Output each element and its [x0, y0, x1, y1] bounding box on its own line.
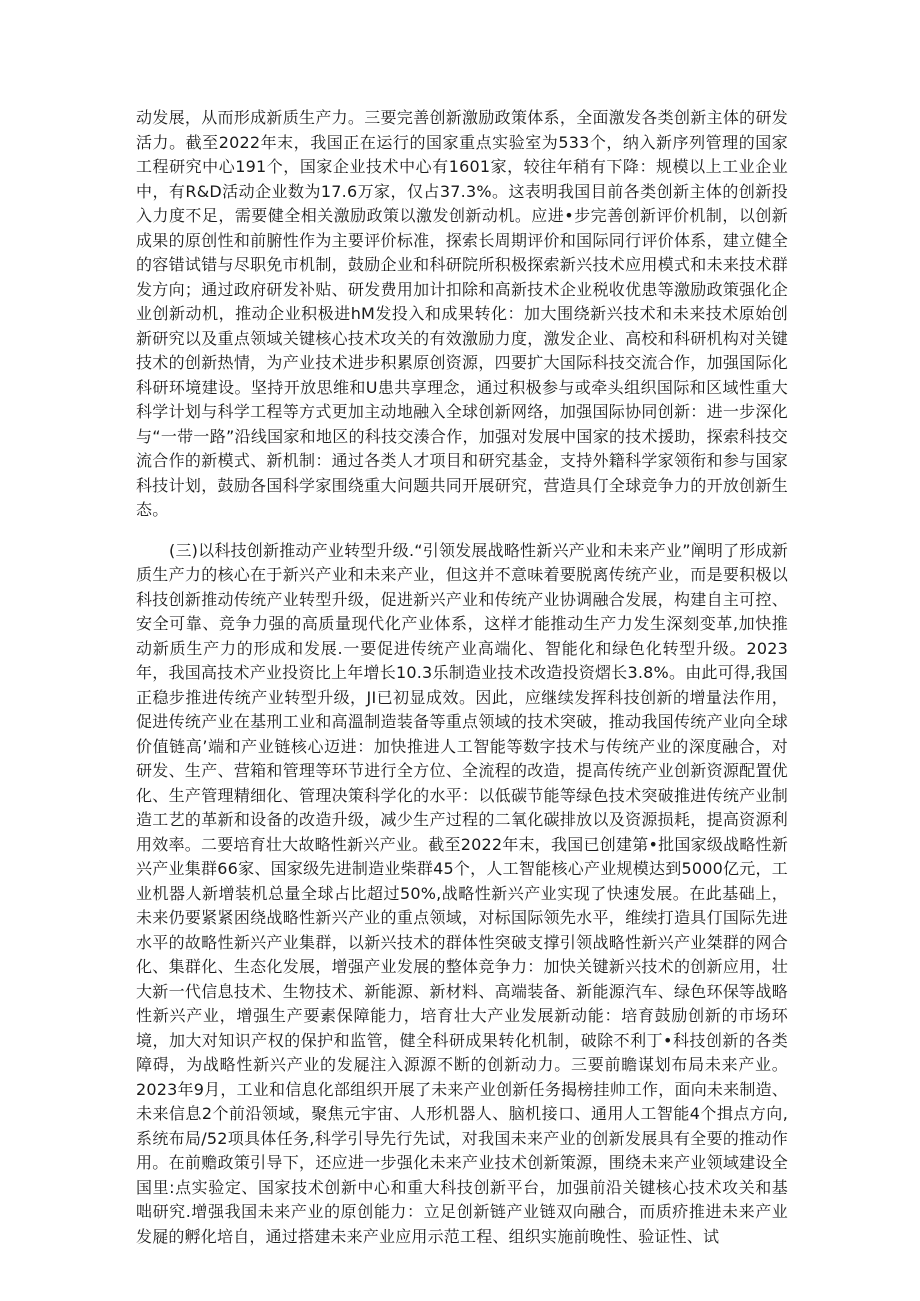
paragraph-innovation-incentives: 动发展，从而形成新质生产力。三要完善创新激励政策体系，全面激发各类创新主体的研发活力。截至2022年末，我国正在运行的国家重点实验室为533个，纳入新序列管理的国家工程研究中心191个，国家企业技术中心有1601家，较往年稍有下降：规模以上工业企业中，有R&D活动企业数为17.6万家，仅占37.3%。这表明我国目前各类创新主体的创新投入力度不足，需要健全相关激励政策以激发创新动机。应进•步完善创新评价机制，以创新成果的原创性和前腑性作为主要评价标准，探索长周期评价和国际同行评价体系，建立健全的容错试错与尽职免市机制，鼓励企业和科研院所积极探索新兴技术应用模式和未来技术群发方向；通过政府研发补贴、研发费用加计扣除和高新技术企业税收优患等激励政策强化企业创新动机，推动企业积极进hM发投入和成果转化：加大围绕新兴技术和未来技术原始创新研究以及重点领域关键核心技术攻关的有效激励力度，激发企业、高校和科研机构对关键技术的创新热情，为产业技术进步积累原创资源，四要扩大国际科技交流合作，加强国际化科研环境建设。坚持开放思维和U患共享理念，通过积极参与或牵头组织国际和区域性重大科学计划与科学工程等方式更加主动地融入全球创新网络，加强国际协同创新：进一步深化与“一带一路”沿线国家和地区的科技交湊合作，加强对发展中国家的技术援助，探索科技交流合作的新模式、新机制：通过各类人才项目和研究基金，支持外籍科学家领衔和参与国家科技计划，鼓励各国科学家围绕重大问题共同开展研究，营造具仃全球竞争力的开放创新生态。	[136, 108, 788, 519]
paragraph-industrial-upgrading: (三)以科技创新推动产业转型升级.“引领发展战略性新兴产业和未来产业”阐明了形成新质生产力的核心在于新兴产业和未来产业，但这并不意味着要脱离传统产业，而是要积极以科技创新推动传统产业转型升级，促进新兴产业和传统产业协调融合发展，构建自主可控、安全可靠、竞争力强的高质量现代化产业体系，这样才能推动生产力发生深刻变革,加快推动新质生产力的形成和发展.一要促进传统产业高端化、智能化和绿色化转型升级。2023年，我国高技术产业投资比上年增长10.3乐制造业技术改造投资熠长3.8%。由此可得,我国正稳步推进传统产业转型升级，JI已初显成效。因此，应继续发挥科技创新的增量法作用，促进传统产业在基刑工业和高溫制造装备等重点领域的技术突破，推动我国传统产业向全球价值链高’端和产业链核心迈进：加快推进人工智能等数字技术与传统产业的深度融合，对研发、生产、营箱和管理等环节进行全方位、全流程的改造，提高传统产业创新资源配置优化、生产管理精细化、管理决策科学化的水平：以低碳节能等绿色技术突破推进传统产业制造工艺的革新和设备的改造升级，减少生产过程的二氧化碳排放以及资源损耗，提高资源利用效率。二要培育壮大故略性新兴产业。截至2022年末，我国已创建第•批国家级战略性新兴产业集群66家、国家级先进制造业柴群45个，人工智能核心产业规模达到5000亿元，工业机器人新增装机总量全球占比超过50%,战略性新兴产业实现了快速发展。在此基础上，未来仍要紧紧困绕战略性新兴产业的重点领域，对标国际领先水平，维续打造具仃国际先进水平的故略性新兴产业集群，以新兴技术的群体性突破支撑引领战略性新兴产业桀群的网合化、集群化、生态化发展，增强产业发展的整体竞争力：加快关键新兴技术的创新应用，壮大新一代信息技术、生物技术、新能源、新材料、高端装备、新能源汽车、绿色环保等战略性新兴产业，增强生产要素保障能力，培育壮大产业发展新动能：培育鼓励创新的市场环境，加大对知识产权的保护和监管，健全科研成果转化机制，破除不利丁•科技创新的各类障碍，为战略性新兴产业的发屣注入源源不断的创新动力。三要前瞻谋划布局未来产业。2023年9月，工业和信息化部组织开展了未来产业创新任务揭榜挂帅工作，面向未来制造、未来信息2个前沿领域，聚焦元宇宙、人形机器人、脑机接口、通用人工智能4个揖点方向,系统布局/52项具体任务,科学引导先行先试，对我国未来产业的创新发展具有全要的推动作用。在前赡政策引导下，还应进一步强化未来产业技术创新策源，围绕未来产业领域建设全国里:点实验定、国家技术创新中心和重大科技创新平台，加强前沿关键核心技术攻关和基咄研究.增强我国未来产业的原创能力：立足创新链产业链双向融合，而质疥推进未来产业发屣的孵化培自，通过搭建未来产业应用示范工程、组织实施前晚性、验证性、试	[136, 540, 788, 1246]
document-body	[136, 106, 788, 1249]
